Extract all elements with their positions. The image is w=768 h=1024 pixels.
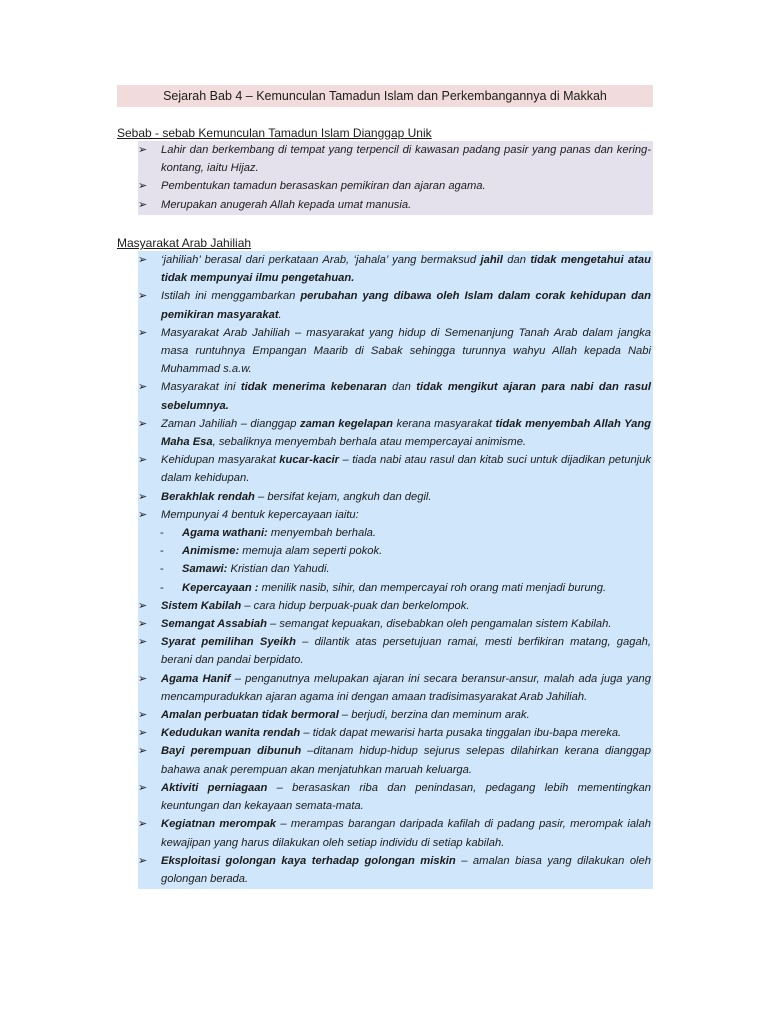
text-run: – penganutnya melupakan ajaran ini secara beransur-ansur, malah ada juga yang mencampuradukkan ajaran agama ini dengan amaan tradisimasyarakat Arab Jahiliah. <box>161 672 651 703</box>
bold-text: Sistem Kabilah <box>161 599 242 612</box>
text-run: Mempunyai 4 bentuk kepercayaan iaitu: <box>161 508 359 521</box>
text-run: – tiada nabi atau rasul dan kitab suci untuk dijadikan petunjuk dalam kehidupan. <box>161 454 651 485</box>
list-item <box>138 779 653 815</box>
bold-text: Agama wathani: <box>182 527 268 540</box>
list-item <box>138 251 653 287</box>
list-item <box>138 852 653 888</box>
arrow-bullet-icon: ➢ <box>138 381 148 394</box>
arrow-bullet-icon: ➢ <box>138 326 148 339</box>
arrow-bullet-icon: ➢ <box>138 198 148 211</box>
arrow-bullet-icon: ➢ <box>138 417 148 430</box>
bold-text: Semangat Assabiah <box>161 618 267 631</box>
bold-text: Animisme: <box>182 545 240 558</box>
list-item <box>138 324 653 379</box>
text-run: Kehidupan masyarakat <box>161 454 280 467</box>
bold-text: tidak menerima kebenaran <box>240 381 387 394</box>
bold-text: tidak mengikut ajaran para nabi dan rasul sebelumnya. <box>161 381 652 412</box>
arrow-bullet-icon: ➢ <box>138 618 148 631</box>
bold-text: Kepercayaan : <box>182 581 259 594</box>
bold-text: Syarat pemilihan Syeikh <box>161 636 296 649</box>
list-item <box>138 670 653 706</box>
sub-list-item <box>138 579 653 597</box>
list-item <box>138 415 653 451</box>
bold-text: kucar-kacir <box>279 454 340 467</box>
text-run: – semangat kepuakan, disebabkan oleh pengamalan sistem Kabilah. <box>266 618 612 631</box>
bold-text: Amalan perbuatan tidak bermoral <box>161 709 339 722</box>
dash-bullet-icon: - <box>160 563 164 576</box>
text-run: , sebaliknya menyembah berhala atau mempercayai animisme. <box>212 436 527 449</box>
bold-text: Berakhlak rendah <box>161 490 255 503</box>
arrow-bullet-icon: ➢ <box>138 454 148 467</box>
bold-text: Agama Hanif <box>161 672 231 685</box>
bold-text: perubahan yang dibawa oleh Islam dalam corak kehidupan dan pemikiran masyarakat <box>161 290 651 321</box>
arrow-bullet-icon: ➢ <box>138 180 148 193</box>
list-item <box>138 196 653 214</box>
text-run: ‘jahiliah’ berasal dari perkataan Arab, ‘jahala’ yang bermaksud <box>161 254 481 266</box>
list-item <box>138 633 653 669</box>
list-item-text: Pembentukan tamadun berasaskan pemikiran dan ajaran agama. <box>161 180 486 193</box>
arrow-bullet-icon: ➢ <box>138 508 148 521</box>
list-item <box>138 815 653 851</box>
text-run: dan <box>502 254 531 266</box>
arrow-bullet-icon: ➢ <box>138 709 148 722</box>
text-run: Zaman Jahiliah – dianggap <box>161 417 300 430</box>
list-item <box>138 597 653 615</box>
bold-text: tidak menyembah Allah Yang Maha Esa <box>161 417 652 449</box>
unik-list <box>138 141 653 215</box>
list-item <box>138 177 653 195</box>
section-heading-jahiliah: Masyarakat Arab Jahiliah <box>117 236 252 250</box>
text-run: dan <box>386 381 417 394</box>
arrow-bullet-icon: ➢ <box>138 490 148 503</box>
text-run: –ditanam hidup-hidup sejurus selepas dilahirkan kerana dianggap bahawa anak perempuan akan menjatuhkan maruah keluarga. <box>161 745 651 776</box>
list-item <box>138 451 653 487</box>
arrow-bullet-icon: ➢ <box>138 818 148 831</box>
text-run: Istilah ini menggambarkan <box>161 290 301 303</box>
list-item <box>138 615 653 633</box>
bold-text: Eksploitasi golongan kaya terhadap golongan miskin <box>161 854 456 867</box>
arrow-bullet-icon: ➢ <box>138 672 148 685</box>
sub-list-item <box>138 560 653 578</box>
list-item <box>138 506 653 524</box>
section-heading-unik: Sebab - sebab Kemunculan Tamadun Islam Dianggap Unik <box>117 126 432 140</box>
list-item <box>138 378 653 414</box>
text-run: menilik nasib, sihir, dan mempercayai roh orang mati menjadi burung. <box>258 581 607 594</box>
text-run: – merampas barangan daripada kafilah di padang pasir, merompak ialah kewajipan yang harus dilakukan oleh setiap individu di setiap kabilah. <box>161 818 651 849</box>
arrow-bullet-icon: ➢ <box>138 144 148 156</box>
list-item <box>138 742 653 778</box>
arrow-bullet-icon: ➢ <box>138 781 148 794</box>
text-run: . <box>278 308 282 321</box>
bold-text: zaman kegelapan <box>299 417 393 430</box>
sub-list-item <box>138 542 653 560</box>
text-run: – berasaskan riba dan penindasan, pedagang lebih mementingkan keuntungan dan kekayaan semata-mata. <box>161 781 651 813</box>
list-item <box>138 141 653 177</box>
sub-list-item <box>138 524 653 542</box>
bold-text: Bayi perempuan dibunuh <box>161 745 302 758</box>
dash-bullet-icon: - <box>160 527 164 540</box>
dash-bullet-icon: - <box>160 581 164 594</box>
arrow-bullet-icon: ➢ <box>138 854 148 867</box>
text-run: kerana masyarakat <box>393 417 496 430</box>
bold-text: Kegiatnan merompak <box>161 818 277 831</box>
bold-text: Samawi: <box>182 563 228 576</box>
list-item <box>138 706 653 724</box>
text-run: – tidak dapat mewarisi harta pusaka tinggalan ibu-bapa mereka. <box>300 727 622 740</box>
dash-bullet-icon: - <box>160 545 164 558</box>
text-run: – cara hidup berpuak-puak dan berkelompok. <box>241 599 470 612</box>
bold-text: Kedudukan wanita rendah <box>161 727 301 740</box>
jahiliah-list <box>138 251 653 889</box>
arrow-bullet-icon: ➢ <box>138 636 148 649</box>
text-run: Masyarakat ini <box>161 381 241 394</box>
arrow-bullet-icon: ➢ <box>138 599 148 612</box>
text-run: memuja alam seperti pokok. <box>239 545 383 558</box>
bold-text: tidak mengetahui atau tidak mempunyai ilmu pengetahuan. <box>161 254 651 285</box>
bold-text: Aktiviti perniagaan <box>161 781 268 794</box>
list-item <box>138 724 653 742</box>
arrow-bullet-icon: ➢ <box>138 745 148 758</box>
list-item-text: Lahir dan berkembang di tempat yang terpencil di kawasan padang pasir yang panas dan kering-kontang, iaitu Hijaz. <box>161 144 651 175</box>
list-item-text: Merupakan anugerah Allah kepada umat manusia. <box>161 198 412 211</box>
text-run: Masyarakat Arab Jahiliah – masyarakat yang hidup di Semenanjung Tanah Arab dalam jangka masa runtuhnya Empangan Maarib di Sabak sehingga turunnya wahyu Allah kepada Nabi Muhammad s.a.w. <box>161 326 651 376</box>
text-run: – dilantik atas persetujuan ramai, mesti berfikiran matang, gagah, berani dan pandai berpidato. <box>161 636 651 667</box>
arrow-bullet-icon: ➢ <box>138 727 148 740</box>
list-item <box>138 287 653 323</box>
bold-text: jahil <box>480 254 503 266</box>
list-item <box>138 488 653 506</box>
text-run: – berjudi, berzina dan meminum arak. <box>338 709 530 722</box>
arrow-bullet-icon: ➢ <box>138 290 148 303</box>
text-run: – bersifat kejam, angkuh dan degil. <box>254 490 432 503</box>
arrow-bullet-icon: ➢ <box>138 254 148 266</box>
text-run: – amalan biasa yang dilakukan oleh golongan berada. <box>161 854 651 885</box>
text-run: Kristian dan Yahudi. <box>227 563 330 576</box>
page-title: Sejarah Bab 4 – Kemunculan Tamadun Islam dan Perkembangannya di Makkah <box>117 85 653 107</box>
text-run: menyembah berhala. <box>267 527 377 540</box>
